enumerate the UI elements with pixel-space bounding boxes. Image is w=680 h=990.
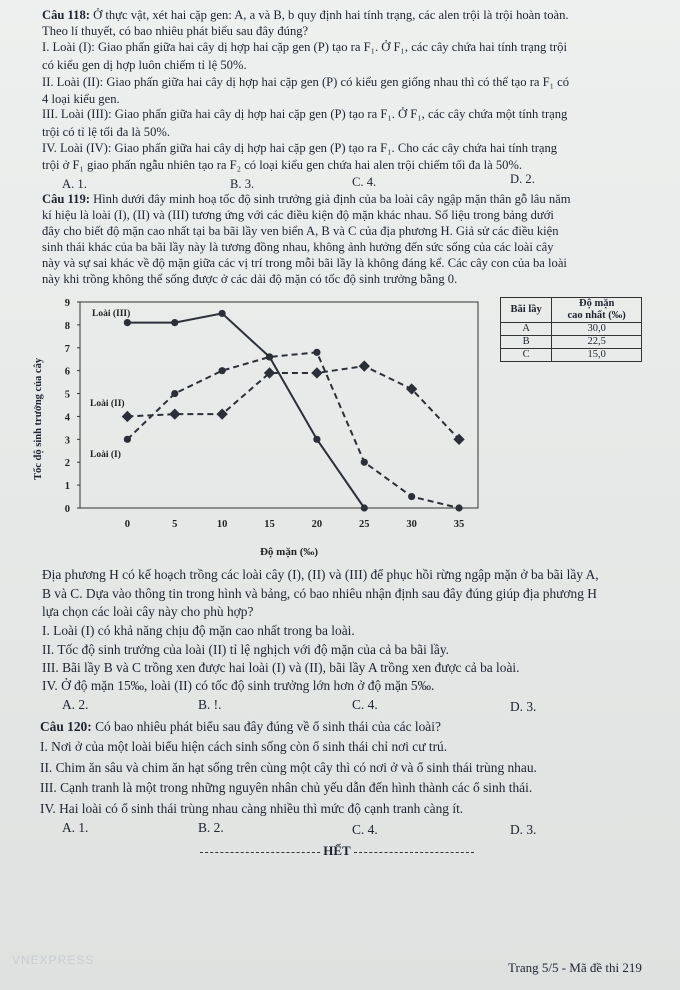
table-row: C 15,0 xyxy=(501,349,642,362)
y-tick-label: 1 xyxy=(64,481,70,493)
y-tick-label: 4 xyxy=(64,412,70,424)
q119-statement-3: III. Bãi lầy B và C trồng xen được hai loài (I) và (II), bãi lầy A trồng xen được cả ba loài. xyxy=(42,660,520,675)
chart-frame xyxy=(80,302,478,508)
q118-statement-1-cont: có kiểu gen dị hợp luôn chiếm tỉ lệ 50%. xyxy=(42,58,247,72)
q118-statement-1: I. Loài (I): Giao phấn giữa hai cây dị hợp hai cặp gen (P) tạo ra F₁. Ở F₁, các cây chứa hai tính trạng trội xyxy=(42,40,567,54)
data-point xyxy=(359,360,370,371)
q118-line-1: Câu 118: Ở thực vật, xét hai cặp gen: A, a và B, b quy định hai tính trạng, các alen trội là trội hoàn toàn. xyxy=(42,8,569,22)
table-row: B 22,5 xyxy=(501,336,642,349)
q120-line-1: Câu 120: Có bao nhiêu phát biểu sau đây đúng về ổ sinh thái của các loài? xyxy=(40,719,441,734)
q118-statement-4-cont: trội ở F₁ giao phấn ngẫu nhiên tạo ra F₂ có loại kiểu gen chứa hai alen trội chiếm tối đa là 50%. xyxy=(42,158,523,172)
q119-line-6: này khi trồng không thể sống được ở các dải độ mặn có tốc độ sinh trưởng bằng 0. xyxy=(42,272,458,286)
vnexpress-watermark: VNEXPRESS xyxy=(12,953,95,967)
chart-x-axis-label: Độ mặn (‰) xyxy=(259,546,319,558)
y-tick-label: 2 xyxy=(64,458,70,470)
data-point xyxy=(361,459,368,466)
data-point xyxy=(313,349,320,356)
x-tick-label: 15 xyxy=(264,519,275,530)
q118-option-b: B. 3. xyxy=(230,177,255,191)
q119-option-d: D. 3. xyxy=(510,699,537,714)
y-tick-label: 8 xyxy=(64,320,70,332)
q118-statement-2: II. Loài (II): Giao phấn giữa hai cây dị hợp hai cặp gen (P) có kiểu gen giống nhau thì có thể tạo ra F₁ có xyxy=(42,75,570,89)
q119-after-2: B và C. Dựa vào thông tin trong hình và bảng, có bao nhiêu nhận định sau đây đúng giúp địa phương H xyxy=(42,586,597,601)
q120-option-b: B. 2. xyxy=(198,820,224,835)
data-point xyxy=(266,353,273,360)
q119-after-3: lựa chọn các loài cây này cho phù hợp? xyxy=(42,604,254,619)
q119-statement-1: I. Loài (I) có khả năng chịu độ mặn cao nhất trong ba loài. xyxy=(42,623,355,638)
data-point xyxy=(408,493,415,500)
data-point xyxy=(171,390,178,397)
q120-option-c: C. 4. xyxy=(352,822,378,837)
data-point xyxy=(361,504,368,511)
data-point xyxy=(124,436,131,443)
table-header-mudflat: Bãi lầy xyxy=(501,298,552,323)
data-point xyxy=(313,436,320,443)
q120-statement-3: III. Cạnh tranh là một trong những nguyên nhân chủ yếu dẫn đến hình thành các ổ sinh thái. xyxy=(40,780,533,795)
series-line-lo-i-i xyxy=(127,352,459,508)
q119-option-c: C. 4. xyxy=(352,697,378,712)
q119-statement-4: IV. Ở độ mặn 15‰, loài (II) có tốc độ sinh trưởng lớn hơn ở độ mặn 5‰. xyxy=(42,678,435,693)
x-tick-label: 25 xyxy=(359,519,370,530)
q119-line-3: đây cho biết độ mặn cao nhất tại ba bãi lầy ven biển A, B và C của địa phương H. Giả sử các điều kiện xyxy=(42,224,559,238)
table-row: A 30,0 xyxy=(501,323,642,336)
x-tick-label: 5 xyxy=(172,519,178,530)
y-tick-label: 5 xyxy=(64,389,70,401)
y-tick-label: 7 xyxy=(64,343,70,355)
q119-line-4: sinh thái khác của ba bãi lầy này là tương đồng nhau, không ảnh hưởng đến sức sống của các loài cây xyxy=(42,240,554,254)
q118-option-c: C. 4. xyxy=(352,175,377,189)
q119-line-5: này và sự sai khác về độ mặn giữa các vị trí trong mỗi bãi lầy là không đáng kể. Các cây con của ba loài xyxy=(42,256,567,270)
y-tick-label: 9 xyxy=(64,298,70,309)
q119-after-1: Địa phương H có kế hoạch trồng các loài cây (I), (II) và (III) để phục hồi rừng ngập mặn ở ba bãi lầy A, xyxy=(42,567,599,582)
q120-statement-4: IV. Hai loài có ổ sinh thái trùng nhau càng nhiều thì mức độ cạnh tranh càng ít. xyxy=(40,801,464,816)
data-point xyxy=(219,310,226,317)
y-tick-label: 3 xyxy=(64,435,70,447)
end-marker: HẾT xyxy=(200,843,474,859)
data-point xyxy=(311,367,322,378)
legend-label-lo-i-ii: Loài (II) xyxy=(90,399,125,409)
series-line-lo-i-ii xyxy=(127,366,459,439)
page-footer: Trang 5/5 - Mã đề thi 219 xyxy=(508,960,642,975)
data-point xyxy=(455,504,462,511)
q118-line-2: Theo lí thuyết, có bao nhiêu phát biểu sau đây đúng? xyxy=(42,24,309,38)
q118-option-d: D. 2. xyxy=(510,172,535,186)
legend-label-lo-i-iii: Loài (III) xyxy=(92,309,131,319)
q120-statement-2: II. Chim ăn sâu và chim ăn hạt sống trên cùng một cây thì có nơi ở và ổ sinh thái trùng nhau. xyxy=(40,760,537,775)
q119-statement-2: II. Tốc độ sinh trưởng của loài (II) tỉ lệ nghịch với độ mặn của cả ba bãi lầy. xyxy=(42,642,450,657)
q118-statement-3: III. Loài (III): Giao phấn giữa hai cây dị hợp hai cặp gen (P) tạo ra F₁. Ở F₁, các cây chứa một tính trạng xyxy=(42,107,568,121)
data-point xyxy=(171,319,178,326)
q120-option-d: D. 3. xyxy=(510,822,537,837)
legend-label-lo-i-i: Loài (I) xyxy=(90,450,121,460)
x-tick-label: 35 xyxy=(453,519,465,530)
x-tick-label: 30 xyxy=(406,519,417,530)
q118-statement-4: IV. Loài (IV): Giao phấn giữa hai cây dị hợp hai cặp gen (P) tạo ra F₁. Cho các cây chứa hai tính trạng xyxy=(42,141,558,155)
series-line-lo-i-iii xyxy=(127,313,364,508)
q118-option-a: A. 1. xyxy=(62,177,87,191)
data-point xyxy=(169,408,180,419)
x-tick-label: 20 xyxy=(311,519,323,530)
q120-statement-1: I. Nơi ở của một loài biểu hiện cách sinh sống còn ổ sinh thái chỉ nơi cư trú. xyxy=(40,739,448,754)
data-point xyxy=(122,411,133,422)
y-tick-label: 6 xyxy=(64,366,70,378)
x-tick-label: 0 xyxy=(124,519,131,530)
q118-statement-3-cont: trội có tỉ lệ tối đa là 50%. xyxy=(42,125,171,139)
chart-y-axis-label: Tốc độ sinh trưởng của cây xyxy=(33,357,44,480)
q119-line-2: kí hiệu là loài (I), (II) và (III) tương ứng với các điều kiện độ mặn khác nhau. Số liệu trong bảng dưới xyxy=(42,208,554,222)
q119-option-a: A. 2. xyxy=(62,697,89,712)
q119-line-1: Câu 119: Hình dưới đây minh hoạ tốc độ sinh trưởng giả định của ba loài cây ngập mặn thân gỗ lâu năm xyxy=(42,192,571,206)
data-point xyxy=(219,367,226,374)
x-tick-label: 10 xyxy=(216,519,228,530)
q120-option-a: A. 1. xyxy=(62,820,89,835)
data-point xyxy=(453,434,464,445)
y-tick-label: 0 xyxy=(64,504,70,515)
q118-statement-2-cont: 4 loại kiểu gen. xyxy=(42,92,120,106)
q119-option-b: B. !. xyxy=(198,697,222,712)
data-point xyxy=(124,319,131,326)
salinity-table xyxy=(500,297,642,362)
table-header-salinity: Độ mặn cao nhất (‰) xyxy=(552,298,642,323)
